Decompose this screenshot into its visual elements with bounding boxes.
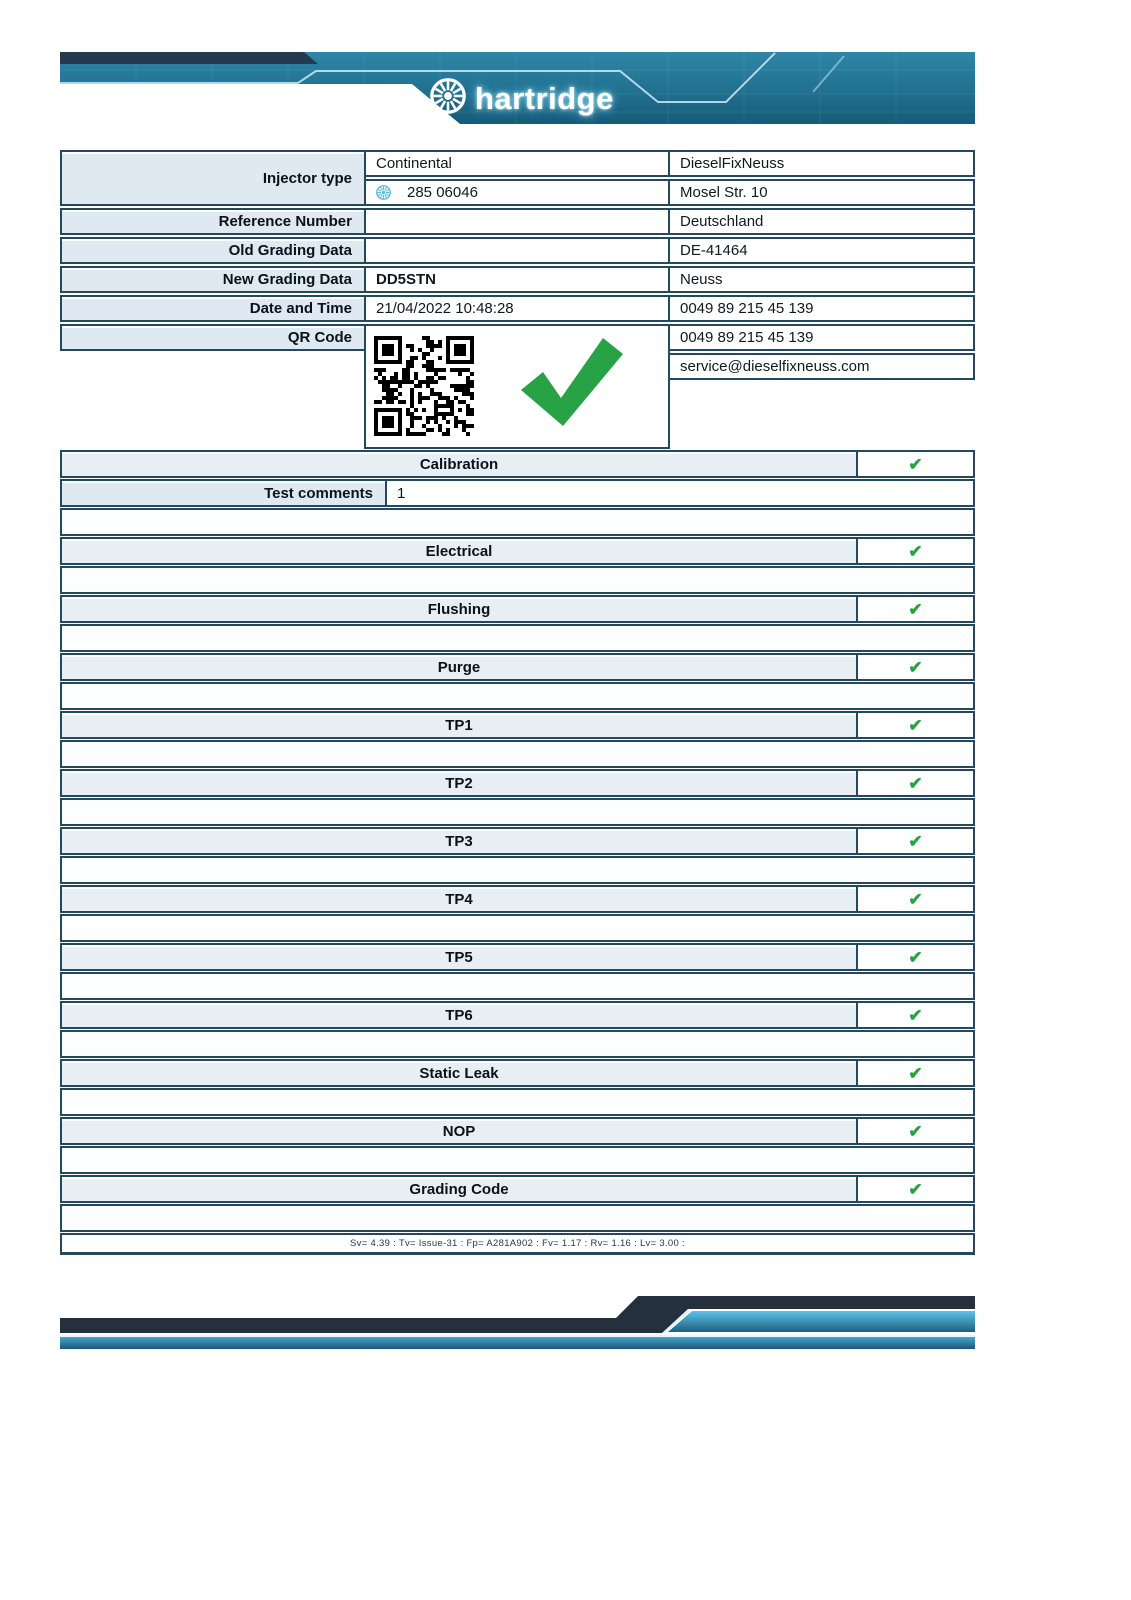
date-time-value: 21/04/2022 10:48:28 — [364, 295, 670, 322]
section-header-tp3: TP3 — [60, 827, 858, 855]
contact-line: 0049 89 215 45 139 — [668, 295, 975, 322]
section-header-tp6: TP6 — [60, 1001, 858, 1029]
section-pass-cell — [856, 595, 975, 623]
injector-part-number: 285 06046 — [407, 184, 478, 201]
contact-line: 0049 89 215 45 139 — [668, 324, 975, 351]
section-header-static-leak: Static Leak — [60, 1059, 858, 1087]
spacer-row — [60, 1030, 975, 1058]
pass-check-icon: ✔ — [908, 947, 923, 967]
pass-check-icon: ✔ — [908, 454, 923, 474]
section-header-tp1: TP1 — [60, 711, 858, 739]
pass-check-icon: ✔ — [908, 1179, 923, 1199]
impeller-wheel-icon — [430, 78, 466, 119]
section-header-calibration: Calibration — [60, 450, 858, 478]
section-pass-cell — [856, 450, 975, 478]
spacer-row — [60, 1146, 975, 1174]
injector-info-table — [60, 150, 975, 450]
brand-logo — [430, 78, 614, 119]
label-new-grading-data: New Grading Data — [60, 266, 366, 293]
section-pass-cell — [856, 653, 975, 681]
pass-check-icon: ✔ — [908, 889, 923, 909]
contact-line: Deutschland — [668, 208, 975, 235]
spacer-row — [60, 914, 975, 942]
section-header-flushing: Flushing — [60, 595, 858, 623]
brand-name: hartridge — [475, 80, 614, 116]
section-header-tp2: TP2 — [60, 769, 858, 797]
section-header-nop: NOP — [60, 1117, 858, 1145]
footer-banner-graphic — [60, 1288, 975, 1352]
section-pass-cell — [856, 885, 975, 913]
section-pass-cell — [856, 769, 975, 797]
label-date-and-time: Date and Time — [60, 295, 366, 322]
injector-part-row — [364, 179, 670, 206]
pass-check-icon: ✔ — [908, 1063, 923, 1083]
test-comments-value: 1 — [385, 479, 975, 507]
label-qr-code: QR Code — [60, 324, 366, 351]
overall-pass-check-icon — [511, 332, 629, 434]
spacer-row — [60, 508, 975, 536]
contact-line: service@dieselfixneuss.com — [668, 353, 975, 380]
spacer-row — [60, 798, 975, 826]
label-old-grading-data: Old Grading Data — [60, 237, 366, 264]
spacer-row — [60, 856, 975, 884]
qr-code-cell — [364, 324, 670, 449]
version-info-line: Sv= 4.39 : Tv= Issue-31 : Fp= A281A902 : Fv= 1.17 : Rv= 1.16 : Lv= 3.00 : — [60, 1233, 975, 1255]
pass-check-icon: ✔ — [908, 1005, 923, 1025]
test-checklist-table — [60, 450, 975, 1262]
pass-check-icon: ✔ — [908, 541, 923, 561]
spacer-row — [60, 682, 975, 710]
spacer-row — [60, 566, 975, 594]
pass-check-icon: ✔ — [908, 831, 923, 851]
test-comments-label: Test comments — [60, 479, 387, 507]
section-pass-cell — [856, 1001, 975, 1029]
old-grading-value — [364, 237, 670, 264]
section-header-tp5: TP5 — [60, 943, 858, 971]
pass-check-icon: ✔ — [908, 1121, 923, 1141]
spacer-row — [60, 1088, 975, 1116]
spacer-row — [60, 624, 975, 652]
pass-check-icon: ✔ — [908, 599, 923, 619]
label-reference-number: Reference Number — [60, 208, 366, 235]
label-injector-type: Injector type — [60, 150, 366, 206]
contact-line: DE-41464 — [668, 237, 975, 264]
contact-line: DieselFixNeuss — [668, 150, 975, 177]
section-pass-cell — [856, 943, 975, 971]
section-pass-cell — [856, 1175, 975, 1203]
section-header-electrical: Electrical — [60, 537, 858, 565]
section-pass-cell — [856, 537, 975, 565]
pass-check-icon: ✔ — [908, 715, 923, 735]
section-pass-cell — [856, 1117, 975, 1145]
injector-make-value: Continental — [364, 150, 670, 177]
pass-check-icon: ✔ — [908, 657, 923, 677]
section-pass-cell — [856, 711, 975, 739]
contact-line: Mosel Str. 10 — [668, 179, 975, 206]
section-pass-cell — [856, 827, 975, 855]
contact-line: Neuss — [668, 266, 975, 293]
part-wheel-icon — [376, 185, 391, 200]
section-pass-cell — [856, 1059, 975, 1087]
spacer-row — [60, 972, 975, 1000]
pass-check-icon: ✔ — [908, 773, 923, 793]
spacer-row — [60, 1204, 975, 1232]
reference-number-value — [364, 208, 670, 235]
qr-code-image — [374, 336, 474, 440]
new-grading-value: DD5STN — [364, 266, 670, 293]
section-header-grading-code: Grading Code — [60, 1175, 858, 1203]
section-header-tp4: TP4 — [60, 885, 858, 913]
footer-banner — [60, 1288, 975, 1352]
header-banner — [60, 50, 975, 130]
section-header-purge: Purge — [60, 653, 858, 681]
spacer-row — [60, 740, 975, 768]
